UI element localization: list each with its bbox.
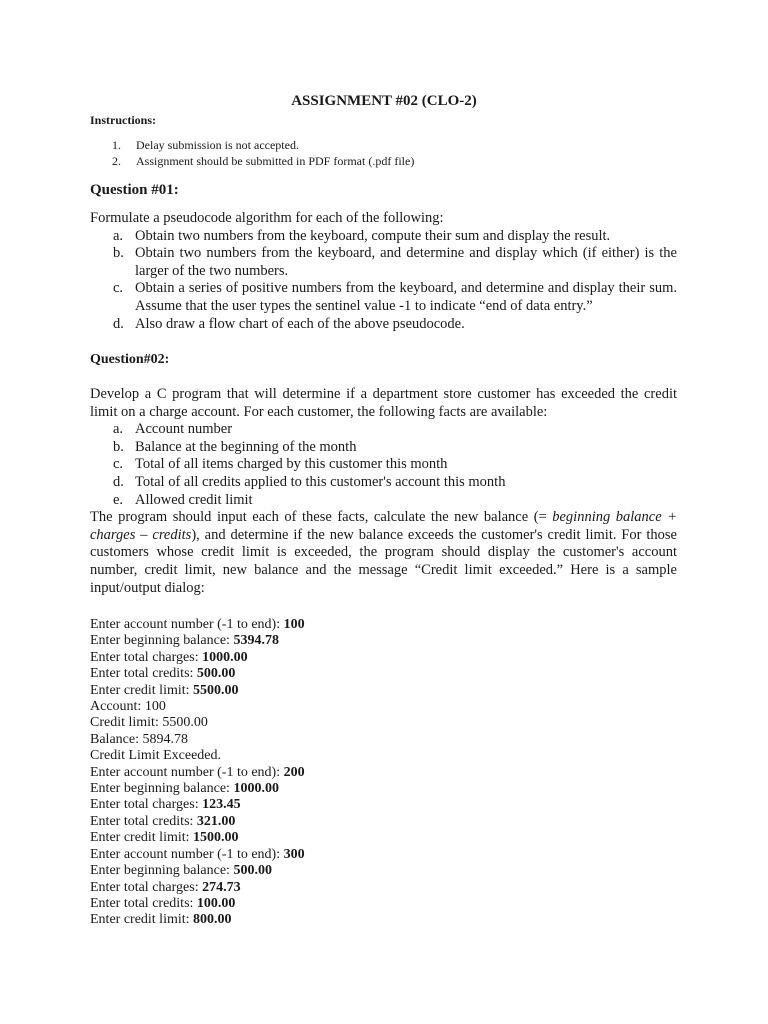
list-text: Obtain a series of positive numbers from the keyboard, and determine and display their sum. Assume that the user types the sentinel value -1 to indicate “end of data entry.” xyxy=(135,280,677,314)
instruction-text: Assignment should be submitted in PDF format (.pdf file) xyxy=(136,154,415,168)
list-item xyxy=(90,280,677,315)
balance-formula: beginning balance + charges – credits xyxy=(90,509,677,543)
dialog-line xyxy=(90,880,305,896)
list-text: Total of all items charged by this customer this month xyxy=(135,456,448,473)
instruction-text: Delay submission is not accepted. xyxy=(136,138,299,152)
dialog-prompt: Enter total charges: xyxy=(90,879,203,895)
list-text: Allowed credit limit xyxy=(135,491,253,508)
dialog-line xyxy=(90,814,305,830)
dialog-prompt: Enter total credits: xyxy=(90,895,197,911)
dialog-input-value: 200 xyxy=(283,764,305,780)
dialog-prompt: Enter account number (-1 to end): xyxy=(90,617,284,632)
description-part: ), and determine if the new balance exceeds the customer's credit limit. For those customers whose credit limit is exceeded, the program should display the customer's account number, credit limit, new balance and the message “Credit limit exceeded.” Here is a sample input/output dialog: xyxy=(90,526,677,596)
dialog-prompt: Enter credit limit: xyxy=(90,912,194,928)
dialog-input-value: 500.00 xyxy=(233,863,272,879)
list-item xyxy=(90,439,677,457)
dialog-input-value: 1500.00 xyxy=(193,830,239,846)
dialog-input-value: 5394.78 xyxy=(233,633,279,649)
dialog-prompt: Enter beginning balance: xyxy=(90,633,234,649)
dialog-line xyxy=(90,699,305,715)
dialog-input-value: 100 xyxy=(283,617,305,632)
list-item xyxy=(90,245,677,280)
dialog-line xyxy=(90,715,305,731)
dialog-line xyxy=(90,683,305,699)
dialog-input-value: 274.73 xyxy=(202,879,241,895)
question-2-list xyxy=(90,421,677,509)
dialog-input-value: 300 xyxy=(283,846,305,862)
dialog-line xyxy=(90,781,305,797)
dialog-line xyxy=(90,732,305,748)
description-part: The program should input each of these facts, calculate the new balance (= xyxy=(90,509,553,526)
list-text: Obtain two numbers from the keyboard, compute their sum and display the result. xyxy=(135,227,611,244)
dialog-input-value: 800.00 xyxy=(193,912,232,928)
dialog-prompt: Enter account number (-1 to end): xyxy=(90,764,284,780)
list-marker: a. xyxy=(113,227,124,244)
instruction-number: 1. xyxy=(112,138,121,152)
dialog-prompt: Enter total credits: xyxy=(90,666,197,682)
dialog-line xyxy=(90,617,305,633)
dialog-prompt: Balance: 5894.78 xyxy=(90,731,188,747)
dialog-prompt: Enter credit limit: xyxy=(90,682,194,698)
question-2-intro: Develop a C program that will determine if a department store customer has exceeded the credit limit on a charge account. For each customer, the following facts are available: xyxy=(90,386,677,420)
dialog-prompt: Enter total charges: xyxy=(90,649,203,665)
dialog-input-value: 1000.00 xyxy=(233,781,279,797)
dialog-prompt: Enter credit limit: xyxy=(90,830,194,846)
dialog-input-value: 5500.00 xyxy=(193,682,239,698)
dialog-line xyxy=(90,830,305,846)
question-2-heading: Question#02: xyxy=(90,352,170,367)
instructions-list xyxy=(112,137,414,169)
list-item xyxy=(90,316,677,334)
dialog-line xyxy=(90,666,305,682)
dialog-line xyxy=(90,896,305,912)
list-marker: c. xyxy=(113,280,124,297)
list-marker: a. xyxy=(113,421,124,438)
question-1-body xyxy=(90,210,677,333)
dialog-line xyxy=(90,765,305,781)
list-item xyxy=(90,228,677,246)
dialog-prompt: Enter total charges: xyxy=(90,797,203,813)
dialog-input-value: 100.00 xyxy=(196,895,236,911)
dialog-line xyxy=(90,633,305,649)
dialog-prompt: Account: 100 xyxy=(90,699,166,715)
dialog-input-value: 321.00 xyxy=(196,813,236,829)
list-marker: c. xyxy=(113,456,124,473)
list-marker: d. xyxy=(113,315,124,332)
dialog-line xyxy=(90,847,305,863)
question-1-intro: Formulate a pseudocode algorithm for each of the following: xyxy=(90,210,444,226)
dialog-prompt: Enter account number (-1 to end): xyxy=(90,846,284,862)
list-marker: e. xyxy=(113,491,124,508)
list-item xyxy=(90,456,677,474)
list-item xyxy=(90,474,677,492)
list-text: Obtain two numbers from the keyboard, and determine and display which (if either) is the larger of the two numbers. xyxy=(135,245,677,279)
dialog-input-value: 1000.00 xyxy=(202,649,248,665)
dialog-prompt: Enter total credits: xyxy=(90,813,197,829)
dialog-prompt: Credit limit: 5500.00 xyxy=(90,715,208,731)
question-2-body xyxy=(90,386,677,597)
list-text: Also draw a flow chart of each of the above pseudocode. xyxy=(135,315,465,332)
list-text: Account number xyxy=(135,421,233,438)
dialog-line xyxy=(90,797,305,813)
question-1-heading: Question #01: xyxy=(90,182,179,198)
dialog-line xyxy=(90,863,305,879)
dialog-prompt: Credit Limit Exceeded. xyxy=(90,748,222,764)
instruction-item xyxy=(112,137,414,153)
list-marker: d. xyxy=(113,473,124,490)
dialog-prompt: Enter beginning balance: xyxy=(90,863,234,879)
dialog-line xyxy=(90,650,305,666)
sample-dialog xyxy=(90,617,305,929)
dialog-line xyxy=(90,912,305,928)
question-1-list xyxy=(90,228,677,334)
instructions-label: Instructions: xyxy=(90,113,157,127)
instruction-number: 2. xyxy=(112,154,121,168)
dialog-prompt: Enter beginning balance: xyxy=(90,781,234,797)
question-2-description xyxy=(90,509,677,597)
assignment-title: ASSIGNMENT #02 (CLO-2) xyxy=(291,93,477,109)
list-item xyxy=(90,492,677,510)
list-text: Balance at the beginning of the month xyxy=(135,438,357,455)
list-marker: b. xyxy=(113,438,124,455)
list-text: Total of all credits applied to this customer's account this month xyxy=(135,473,506,490)
list-item xyxy=(90,421,677,439)
instruction-item xyxy=(112,153,414,169)
dialog-input-value: 500.00 xyxy=(196,666,236,682)
dialog-input-value: 123.45 xyxy=(202,797,241,813)
dialog-line xyxy=(90,748,305,764)
list-marker: b. xyxy=(113,245,124,262)
